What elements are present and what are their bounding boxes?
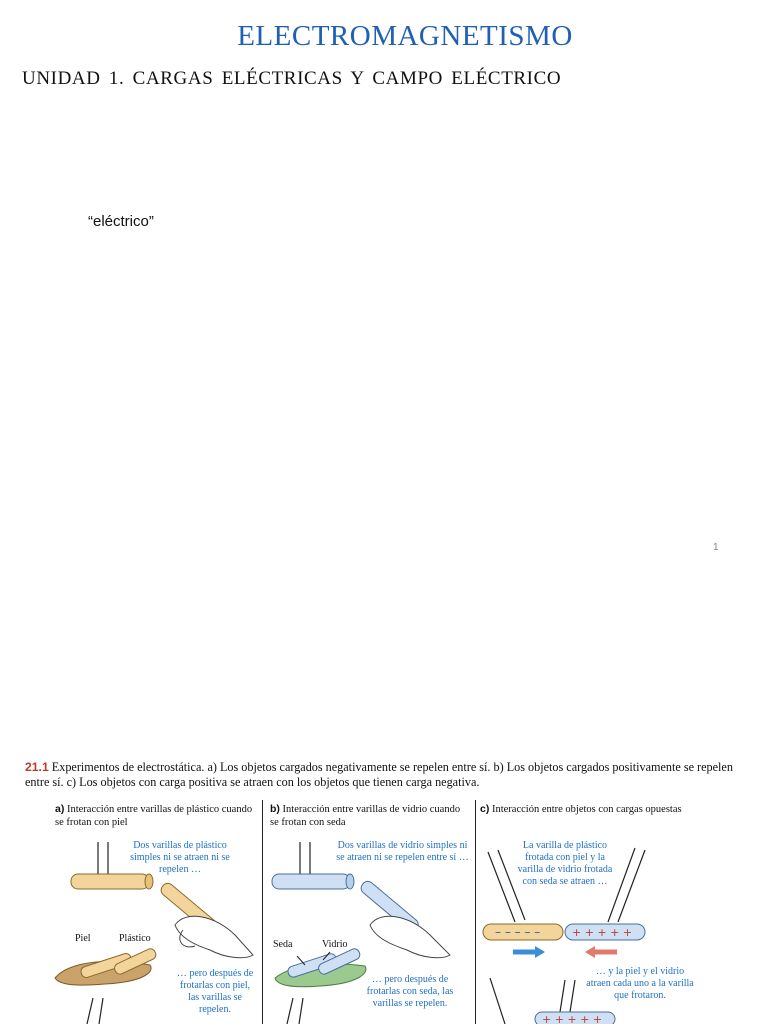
document-title: ELECTROMAGNETISMO <box>237 20 573 52</box>
svg-text:+ + + + +: + + + + + <box>572 926 633 939</box>
figure-number: 21.1 <box>25 760 49 774</box>
panel-b-title: b) Interacción entre varillas de vidrio cuando se frotan con seda <box>270 803 461 828</box>
quoted-word: “eléctrico” <box>88 213 154 230</box>
panel-b-hand-rod <box>359 879 450 958</box>
svg-text:– – – – –: – – – – – <box>495 925 541 939</box>
panel-b-lower-rod <box>287 998 303 1024</box>
panel-c-glass-rod <box>565 924 645 940</box>
panel-a-hand-rod <box>159 881 253 958</box>
unit-heading: UNIDAD 1. CARGAS ELÉCTRICAS Y CAMPO ELÉCTRICO <box>22 68 562 89</box>
panel-a-fur <box>55 947 157 985</box>
panel-a-lower-rod <box>87 998 103 1024</box>
label-seda: Seda <box>273 939 293 950</box>
panel-a-note-2: … pero después de frotarlas con piel, las varillas se repelen. <box>176 968 254 1015</box>
panel-c-note-2: … y la piel y el vidrio atraen cada uno a la varilla que frotaron. <box>586 966 694 1001</box>
panel-c-note-1: La varilla de plástico frotada con piel y la varilla de vidrio frotada con seda se atraen … <box>517 840 613 887</box>
svg-text:+ + + + +: + + + + + <box>542 1013 603 1024</box>
figure-caption <box>25 760 750 790</box>
panel-c-title: c) Interacción entre objetos con cargas opuestas <box>480 803 682 815</box>
panel-a-title: a) Interacción entre varillas de plástico cuando se frotan con piel <box>55 803 253 828</box>
panel-b-note-2: … pero después de frotarlas con seda, las varillas se repelen. <box>366 974 454 1009</box>
label-plastico: Plástico <box>119 933 151 944</box>
panel-b-note-1: Dos varillas de vidrio simples ni se atraen ni se repelen entre sí … <box>336 840 469 863</box>
label-piel: Piel <box>75 933 91 944</box>
panel-b-silk <box>275 947 366 987</box>
page-number: 1 <box>713 542 719 553</box>
panel-c-arrows <box>513 946 617 958</box>
panel-a-note-1: Dos varillas de plástico simples ni se atraen ni se repelen … <box>130 840 230 875</box>
label-vidrio: Vidrio <box>322 939 348 950</box>
panel-c-plastic-rod <box>483 924 563 940</box>
figure-caption-text: Experimentos de electrostática. a) Los objetos cargados negativamente se repelen entre sí. b) Los objetos cargados positivamente se repelen entre sí. c) Los objetos con carga positiva se atraen con los objetos que tienen carga negativa. <box>25 760 733 789</box>
figure-illustration <box>25 800 750 1024</box>
